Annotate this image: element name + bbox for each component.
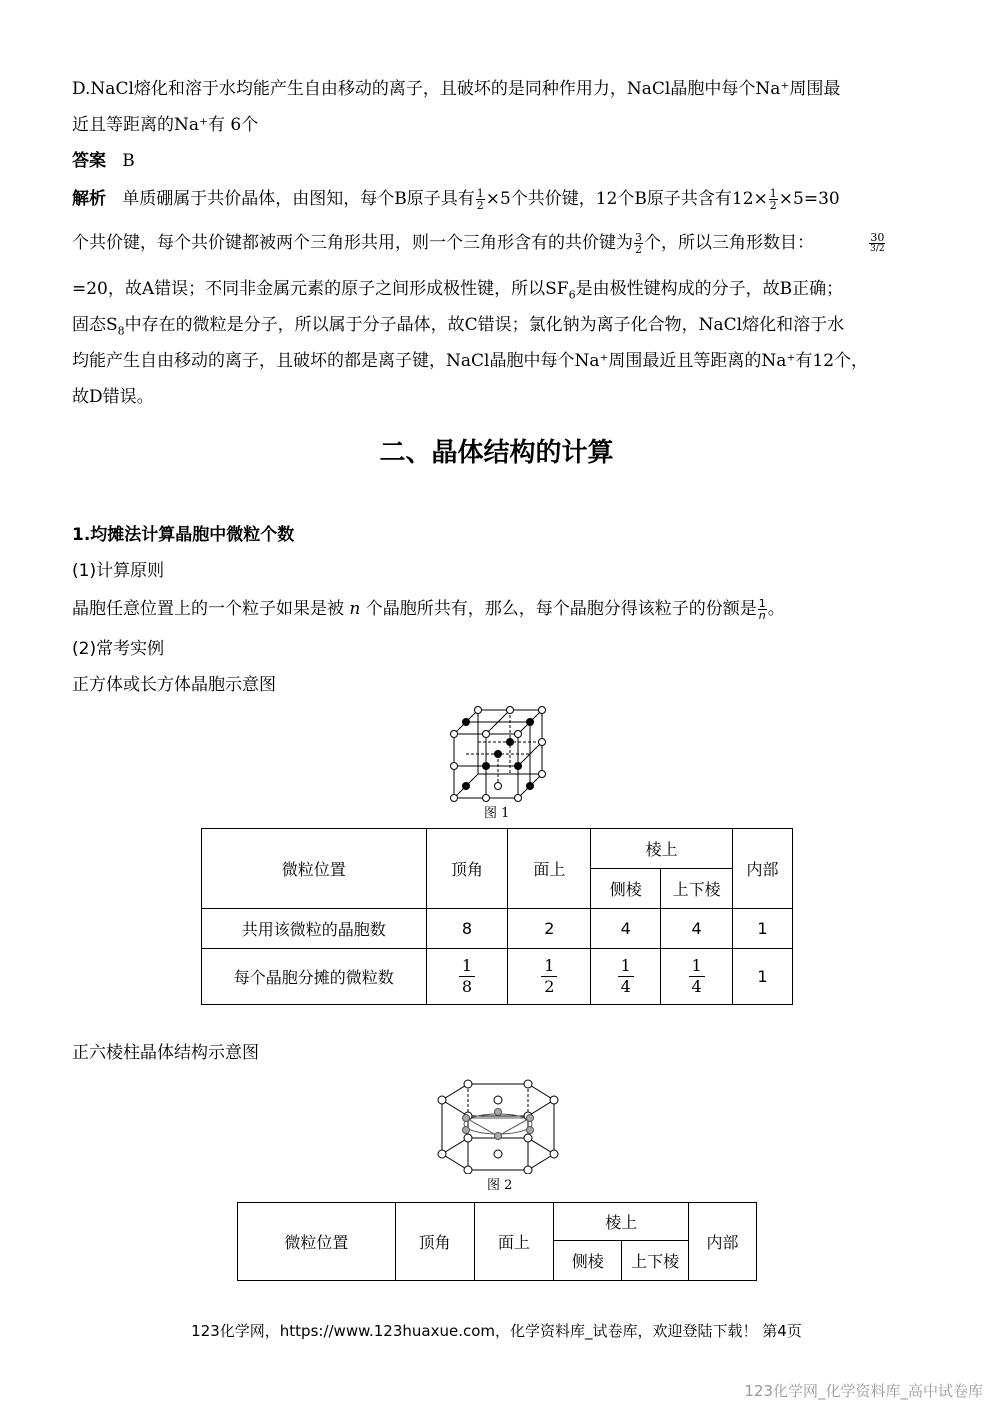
- principle-text-b: 个晶胞所共有，那么，每个晶胞分得该粒子的份额是: [365, 599, 757, 619]
- hexagonal-prism-figure: [436, 1078, 560, 1174]
- fraction: $\frac{3}{2}$: [635, 231, 642, 256]
- header-side-edge: 侧棱: [591, 869, 661, 909]
- fraction: $\frac{1}{n}$: [758, 596, 766, 622]
- analysis-line2: [72, 228, 886, 255]
- answer-label: 答案: [72, 151, 106, 171]
- subsection-heading: 1.均摊法计算晶胞中微粒个数: [72, 525, 295, 545]
- table-cell: 4: [661, 909, 733, 949]
- examples-heading: (2)常考实例: [72, 639, 165, 659]
- analysis-text: 个共价键，每个共价键都被两个三角形共用，则一个三角形含有的共价键为: [72, 233, 633, 253]
- analysis-text: ×5=30: [778, 189, 840, 209]
- table-cell: 1: [733, 949, 793, 1005]
- header-face: 面上: [508, 829, 591, 909]
- table-cell: 4: [591, 909, 661, 949]
- header-face: 面上: [474, 1203, 554, 1281]
- principle-text: [72, 594, 785, 621]
- analysis-line3: [72, 274, 843, 301]
- header-edge: 棱上: [591, 829, 733, 869]
- answer-value: B: [122, 151, 135, 171]
- analysis-text: 个，所以三角形数目：: [644, 233, 814, 253]
- analysis-line5: 均能产生自由移动的离子，且破坏的都是离子键，NaCl晶胞中每个Na⁺周围最近且等距离的Na⁺有12个，: [72, 351, 869, 371]
- hexagonal-heading: 正六棱柱晶体结构示意图: [72, 1043, 259, 1063]
- table-cell: $\frac{1}{4}$: [661, 949, 733, 1005]
- period: 。: [767, 599, 785, 619]
- option-d-line2: 近且等距离的Na⁺有 6个: [72, 115, 259, 135]
- fraction: $\frac{1}{2}$: [769, 187, 777, 212]
- table-hexagonal: [237, 1202, 757, 1281]
- header-corner: 顶角: [395, 1203, 474, 1281]
- cubic-cell-figure: [448, 702, 548, 804]
- header-updown-edge: 上下棱: [661, 869, 733, 909]
- analysis-text: 固态S: [72, 315, 118, 335]
- cube-heading: 正方体或长方体晶胞示意图: [72, 675, 276, 695]
- table-cell: 2: [508, 909, 591, 949]
- table-row: [202, 949, 793, 1005]
- analysis-line4: [72, 310, 844, 337]
- table-cell: $\frac{1}{8}$: [426, 949, 508, 1005]
- answer-line: [72, 146, 135, 171]
- analysis-label: 解析: [72, 189, 106, 209]
- table-cell: 共用该微粒的晶胞数: [202, 909, 427, 949]
- analysis-text: 单质硼属于共价晶体，由图知，每个B原子具有: [122, 189, 475, 209]
- principle-heading: (1)计算原则: [72, 561, 165, 581]
- table-cell: 1: [733, 909, 793, 949]
- table-cell: 每个晶胞分摊的微粒数: [202, 949, 427, 1005]
- header-position: 微粒位置: [238, 1203, 396, 1281]
- analysis-line1: [72, 184, 840, 211]
- table-row: [202, 909, 793, 949]
- analysis-text: =20，故A错误；不同非金属元素的原子之间形成极性键，所以SF: [72, 279, 569, 299]
- fraction: $\frac{1}{2}$: [476, 187, 484, 212]
- analysis-text: 是由极性键构成的分子，故B正确；: [575, 279, 844, 299]
- header-corner: 顶角: [426, 829, 508, 909]
- header-edge: 棱上: [554, 1203, 689, 1241]
- option-d-line1: D.NaCl熔化和溶于水均能产生自由移动的离子，且破坏的是同种作用力，NaCl晶胞中每个Na⁺周围最: [72, 79, 841, 99]
- table-sharing-counts: [201, 828, 793, 1005]
- principle-text-a: 晶胞任意位置上的一个粒子如果是被: [72, 599, 344, 619]
- subscript: 8: [117, 324, 125, 338]
- section-title: 二、晶体结构的计算: [379, 438, 614, 468]
- page-footer: 123化学网，https://www.123huaxue.com，化学资料库_试卷库，欢迎登陆下载！ 第4页: [191, 1322, 802, 1340]
- figure2-caption: 图 2: [487, 1178, 513, 1193]
- header-position: 微粒位置: [202, 829, 427, 909]
- subscript: 6: [568, 288, 576, 302]
- table-cell: $\frac{1}{2}$: [508, 949, 591, 1005]
- fraction: $\frac{30}{3/2}$: [870, 231, 885, 254]
- figure1-caption: 图 1: [484, 806, 510, 821]
- table-cell: $\frac{1}{4}$: [591, 949, 661, 1005]
- header-updown-edge: 上下棱: [622, 1241, 689, 1281]
- analysis-text: ×5个共价键，12个B原子共含有12×: [485, 189, 768, 209]
- analysis-line6: 故D错误。: [72, 387, 154, 407]
- analysis-text: 中存在的微粒是分子，所以属于分子晶体，故C错误；氯化钠为离子化合物，NaCl熔化和溶于水: [124, 315, 845, 335]
- watermark: 123化学网_化学资料库_高中试卷库: [744, 1382, 983, 1400]
- header-side-edge: 侧棱: [554, 1241, 622, 1281]
- header-inner: 内部: [733, 829, 793, 909]
- header-inner: 内部: [689, 1203, 757, 1281]
- table-cell: 8: [426, 909, 508, 949]
- variable-n: n: [349, 599, 361, 619]
